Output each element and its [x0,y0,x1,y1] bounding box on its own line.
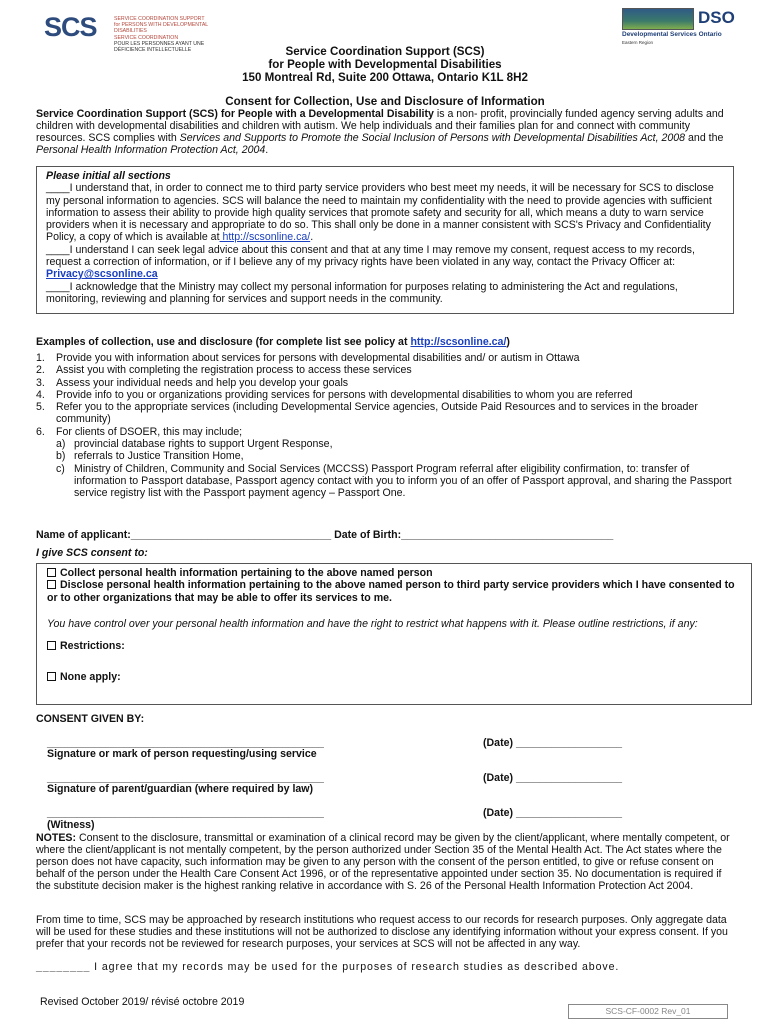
date-label: (Date) [483,737,514,749]
list-text: Assist you with completing the registration process to access these services [56,364,412,377]
initial-item-1 [46,182,724,243]
sublist-item [56,438,736,450]
intro-act-1: Services and Supports to Promote the Social Inclusion of Persons with Developmental Disabilities Act, 2008 [179,132,686,144]
list-number: 4. [36,388,45,401]
consent-options-box [36,563,752,705]
scsonline-link[interactable]: http://scsonline.ca/ [219,231,311,244]
intro-text: and the [685,132,724,144]
research-paragraph: From time to time, SCS may be approached by research institutions who request access to our records for research purposes. Only aggregate data will be used for these studies and these institutions will not be authorized to disclose any identifying information without your express consent. If you prefer that your records not be reviewed for research purposes, your services at SCS will not be affected in any way. [36,914,728,950]
intro-paragraph [36,108,736,156]
control-note: You have control over your personal health information and have the right to restrict what happens with it. Please outline restrictions, if any: [47,617,698,630]
policy-link[interactable]: http://scsonline.ca/ [410,336,507,348]
collect-checkbox[interactable] [47,568,56,577]
intro-text: is a non- profit, provincially funded agency serving adults and children with developmental disabilities and children with autism. We help individuals and their families plan for and connect with community resources. SCS complies with [36,108,724,144]
restrictions-option [47,640,741,652]
revision-date: Revised October 2019/ révisé octobre 2019 [40,996,245,1008]
form-code: SCS-CF-0002 Rev_01 [568,1004,728,1019]
date-label: (Date) [483,807,514,819]
list-text: Provide info to you or organizations providing services for persons with developmental disabilities to whom you are referred [56,388,633,401]
notes-paragraph [36,832,738,892]
signature-line-3[interactable]: _______________________________________________ [47,807,324,819]
date-field-2[interactable]: __________________ [515,772,623,784]
examples-heading-text: ) [506,336,510,348]
restrictions-label: Restrictions: [60,640,125,653]
list-item [36,401,736,426]
org-subtitle: for People with Developmental Disabilities [268,58,502,71]
intro-act-2: Personal Health Information Protection Act, 2004 [36,144,266,156]
sublist-text: referrals to Justice Transition Home, [74,450,244,463]
date-row-3 [483,807,622,819]
list-number: 2. [36,364,45,377]
date-field-1[interactable]: __________________ [515,737,623,749]
disclose-checkbox[interactable] [47,580,56,589]
date-row-2 [483,772,622,784]
disclose-option-label: Disclose personal health information pertaining to the above named person to third party service providers which I have consented to or to other organizations that may be able to offer its services to me. [47,579,735,604]
list-item [36,364,736,376]
none-apply-checkbox[interactable] [47,672,56,681]
list-number: 1. [36,352,45,364]
date-label: (Date) [483,772,514,784]
examples-heading-text: Examples of collection, use and disclosure (for complete list see policy at [36,336,411,348]
dso-logo-graphic [622,8,694,30]
dso-logo-region: Eastern Region [622,40,654,45]
none-apply-option [47,671,741,683]
signature-caption-2: Signature of parent/guardian (where required by law) [47,783,314,795]
applicant-line [36,529,613,541]
sublist-text: provincial database rights to support Urgent Response, [74,437,333,450]
signature-caption-3: (Witness) [47,819,95,831]
examples-heading [36,336,736,348]
form-title: Consent for Collection, Use and Disclosure of Information [225,95,545,108]
sublist-item [56,463,736,500]
list-item [36,352,736,364]
initial-item-text: . [310,231,314,244]
list-number: 5. [36,401,45,414]
research-agreement [36,961,736,973]
initials-heading: Please initial all sections [46,170,171,182]
disclose-option [47,579,741,604]
dso-logo-mark: DSO [698,8,735,27]
notes-text: Consent to the disclosure, transmittal or examination of a clinical record may be given by the client/applicant, where mentally competent, or where the client/applicant is not mentally competent, by the person authorized under Section 35 of the Mental Health Act. The Act states where the person does not have capacity, such information may be given to any person with the consent of the person entitled, to give or refuse consent on behalf of the person under the Health Care Consent Act 1996, or of the representative appointed under section 35. No documentation is required if the substitute decision maker is the highest ranking relative in accordance with S. 26 of the Personal Health Information Protection Act 2004. [36,832,730,892]
sublist-item [56,450,736,462]
signature-line-2[interactable]: _______________________________________________ [47,772,324,784]
initials-box [36,166,734,314]
intro-text: . [265,144,269,156]
intro-lead: Service Coordination Support (SCS) for People with a Developmental Disability [36,108,434,120]
dob-field[interactable]: ____________________________________ [401,529,614,541]
list-text: Refer you to the appropriate services (including Developmental Service agencies, Outside Paid Resources and to services in the broader community) [56,401,698,426]
examples-list [36,352,736,499]
scs-logo [44,12,219,54]
collect-option [47,567,741,579]
list-text: Assess your individual needs and help you develop your goals [56,376,349,389]
scs-logo-mark: SCS [44,12,97,42]
scs-logo-line: SERVICE COORDINATION [114,34,179,41]
notes-label: NOTES: [36,832,77,844]
research-agreement-text: I agree that my records may be used for the purposes of research studies as described above. [90,961,620,973]
applicant-name-label: Name of applicant: [36,529,131,541]
consent-given-heading: CONSENT GIVEN BY: [36,713,145,725]
list-item [36,389,736,401]
date-row-1 [483,737,622,749]
date-field-3[interactable]: __________________ [515,807,623,819]
none-apply-label: None apply: [60,671,121,684]
dso-logo [622,8,742,46]
applicant-name-field[interactable]: __________________________________ [130,529,332,541]
sublist [36,438,736,499]
sublist-letter: c) [56,462,65,475]
initial-item-text: ____I understand that, in order to connect me to third party service providers who best meet my needs, it will be necessary for SCS to disclose my personal information to agencies. SCS will balance the need to maintain my confidentiality with the need to provide agencies with sufficient information to assess their ability to provide high quality services that promote safety and security for all, which means a duty to warn service providers when it is necessary and appropriate to do so. This shall only be done in a manner consistent with SCS's Privacy and Confidentiality Policy, a copy of which is available at [46,182,714,244]
sublist-text: Ministry of Children, Community and Social Services (MCCSS) Passport Program referral after eligibility confirmation, to: transfer of information to Passport database, Passport agency contact with you to inform you of an offer of Passport approval, and sharing the Passport service registry list with the Passport payment agency – Passport One. [74,462,732,500]
signature-caption-1: Signature or mark of person requesting/using service [47,748,317,760]
initial-item-text: ____I understand I can seek legal advice about this consent and that at any time I may remove my consent, request access to my records, request a correction of information, or if I believe any of my privacy rights have been violated in any way, contact the Privacy Officer at: [46,243,695,268]
scs-logo-line: for PERSONS WITH DEVELOPMENTAL DISABILITIES [114,22,208,35]
org-title: Service Coordination Support (SCS) [285,45,485,58]
dob-label: Date of Birth: [334,529,402,541]
list-number: 6. [36,425,45,438]
signature-line-1[interactable]: _______________________________________________ [47,737,324,749]
list-number: 3. [36,376,45,389]
scs-logo-line: POUR LES PERSONNES AYANT UNE DÉFICIENCE INTELLECTUELLE [114,40,205,54]
initial-item-3: ____I acknowledge that the Ministry may collect my personal information for purposes relating to administering the Act and regulations, monitoring, reviewing and planning for services and support needs in the community. [46,280,678,305]
list-text: Provide you with information about services for persons with developmental disabilities and/ or autism in Ottawa [56,352,580,364]
collect-option-label: Collect personal health information pertaining to the above named person [60,567,433,579]
consent-to-label: I give SCS consent to: [36,547,148,559]
org-address: 150 Montreal Rd, Suite 200 Ottawa, Ontario K1L 8H2 [242,71,528,84]
list-item [36,426,736,438]
research-initial-field[interactable]: ________ [36,961,91,973]
initial-item-2 [46,244,724,281]
scs-logo-line: SERVICE COORDINATION SUPPORT [114,16,205,22]
privacy-email-link[interactable]: Privacy@scsonline.ca [46,268,158,281]
restrictions-checkbox[interactable] [47,641,56,650]
sublist-letter: a) [56,437,66,450]
list-item [36,377,736,389]
dso-logo-subtitle: Developmental Services Ontario [622,31,722,38]
list-text: For clients of DSOER, this may include; [56,425,243,438]
sublist-letter: b) [56,450,66,463]
